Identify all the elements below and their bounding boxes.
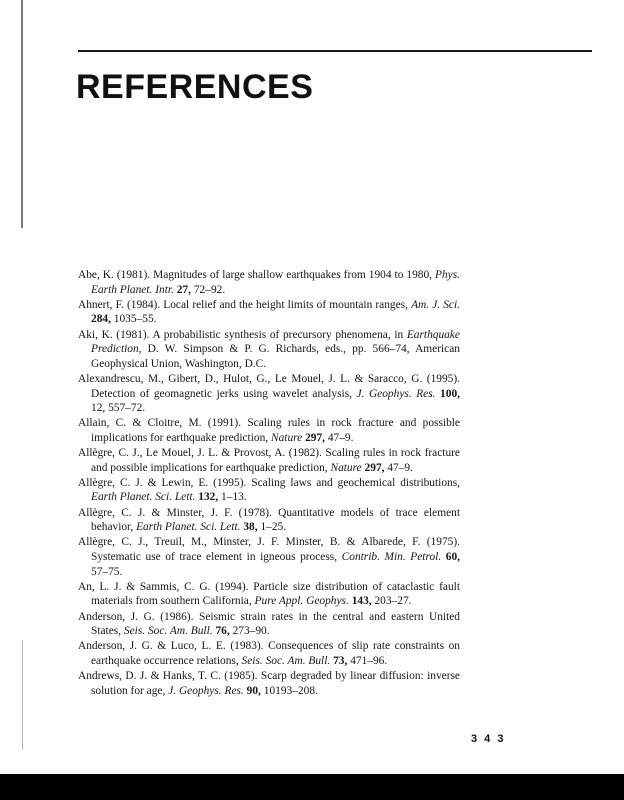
binding-edge-shadow <box>21 0 23 228</box>
reference-entry <box>78 610 460 639</box>
reference-entry <box>78 372 460 416</box>
reference-journal: Earthquake Prediction, <box>91 328 460 356</box>
reference-text: Allègre, C. J., Le Mouel, J. L. & Provost, A. (1982). Scaling rules in rock fracture and possible implications for earthquake prediction, <box>78 447 460 474</box>
reference-text: 471–96. <box>347 654 388 667</box>
reference-text: Andrews, D. J. & Hanks, T. C. (1985). Scarp degraded by linear diffusion: inverse solution for age, <box>78 670 460 697</box>
reference-journal: Pure Appl. Geophys. <box>254 595 349 608</box>
reference-journal: Am. J. Sci. <box>411 298 460 311</box>
reference-text: 10193–208. <box>260 684 318 697</box>
reference-text: Allain, C. & Cloitre, M. (1991). Scaling rules in rock fracture and possible implications for earthquake prediction, <box>78 417 460 444</box>
reference-entry <box>78 476 460 505</box>
reference-text: Allègre, C. J. & Lewin, E. (1995). Scaling laws and geochemical distributions, <box>78 476 460 489</box>
reference-entry <box>78 298 460 327</box>
reference-entry <box>78 506 460 535</box>
reference-journal: Seis. Soc. Am. Bull. <box>123 625 213 638</box>
reference-text: 1035–55. <box>110 313 157 326</box>
scan-bottom-band <box>0 774 624 800</box>
reference-journal: Nature <box>270 431 303 444</box>
reference-journal: Earth Planet. Sci. Lett. <box>136 521 241 534</box>
reference-volume: 38, <box>243 521 258 534</box>
reference-journal: Seis. Soc. Am. Bull. <box>241 654 331 667</box>
reference-volume: 27, <box>176 283 192 296</box>
reference-journal: Earth Planet. Sci. Lett. <box>91 491 196 504</box>
reference-entry <box>78 268 460 297</box>
reference-text: Anderson, J. G. & Luco, L. E. (1983). Consequences of slip rate constraints on earthquake occurrence relations, <box>78 640 460 667</box>
reference-text: D. W. Simpson & P. G. Richards, eds., pp. 566–74, American Geophysical Union, Washington, D.C. <box>91 343 460 370</box>
page-title: REFERENCES <box>76 68 314 106</box>
chapter-rule <box>78 50 592 52</box>
reference-text: 47–9. <box>325 431 354 444</box>
reference-volume: 284, <box>91 313 111 326</box>
reference-text: 57–75. <box>91 565 123 578</box>
reference-text: 203–27. <box>371 595 412 608</box>
reference-entry <box>78 639 460 668</box>
reference-text: An, L. J. & Sammis, C. G. (1994). Particle size distribution of cataclastic fault materials from southern California, <box>78 580 460 608</box>
reference-journal: Nature <box>330 461 362 474</box>
reference-text: Abe, K. (1981). Magnitudes of large shallow earthquakes from 1904 to 1980, <box>78 269 435 281</box>
reference-entry <box>78 446 460 475</box>
reference-journal: Phys. Earth Planet. Intr. <box>91 269 460 296</box>
reference-volume: 143, <box>351 595 372 608</box>
reference-entry <box>78 669 460 698</box>
reference-volume: 60, <box>445 551 460 564</box>
reference-text: 47–9. <box>384 461 413 474</box>
reference-entry <box>78 416 460 445</box>
reference-text: Allègre, C. J. & Minster, J. F. (1978). Quantitative models of trace element behavior, <box>78 506 460 534</box>
reference-journal: Contrib. Min. Petrol. <box>341 551 442 564</box>
reference-text: 1–25. <box>257 521 287 534</box>
reference-volume: 297, <box>305 431 325 444</box>
binding-edge-shadow-lower <box>22 640 23 750</box>
reference-text: Anderson, J. G. (1986). Seismic strain rates in the central and eastern United States, <box>78 610 460 638</box>
reference-volume: 76, <box>215 625 230 638</box>
page-number: 3 4 3 <box>471 733 506 745</box>
reference-entry <box>78 535 460 579</box>
reference-journal: J. Geophys. Res. <box>168 684 244 697</box>
reference-volume: 132, <box>198 491 219 504</box>
reference-text: Aki, K. (1981). A probabilistic synthesis of precursory phenomena, in <box>78 328 407 341</box>
reference-text: Allègre, C. J., Treuil, M., Minster, J. F. Minster, B. & Albarede, F. (1975). Systematic use of trace element in igneous process, <box>78 536 460 564</box>
reference-volume: 297, <box>364 461 385 474</box>
reference-journal: J. Geophys. Res. <box>356 387 436 400</box>
reference-text: Alexandrescu, M., Gibert, D., Hulot, G., Le Mouel, J. L. & Saracco, G. (1995). Detection of geomagnetic jerks using wavelet analysis, <box>78 372 460 400</box>
reference-entry <box>78 328 460 372</box>
reference-text: 12, 557–72. <box>91 402 146 415</box>
reference-volume: 73, <box>333 654 348 667</box>
reference-text: 273–90. <box>229 625 270 638</box>
reference-list <box>78 268 460 699</box>
reference-entry <box>78 580 460 609</box>
reference-text: 72–92. <box>191 283 226 296</box>
reference-volume: 100, <box>440 387 460 400</box>
reference-text: 1–13. <box>218 491 247 504</box>
reference-volume: 90, <box>246 684 261 697</box>
reference-text: Ahnert, F. (1984). Local relief and the height limits of mountain ranges, <box>78 298 412 311</box>
